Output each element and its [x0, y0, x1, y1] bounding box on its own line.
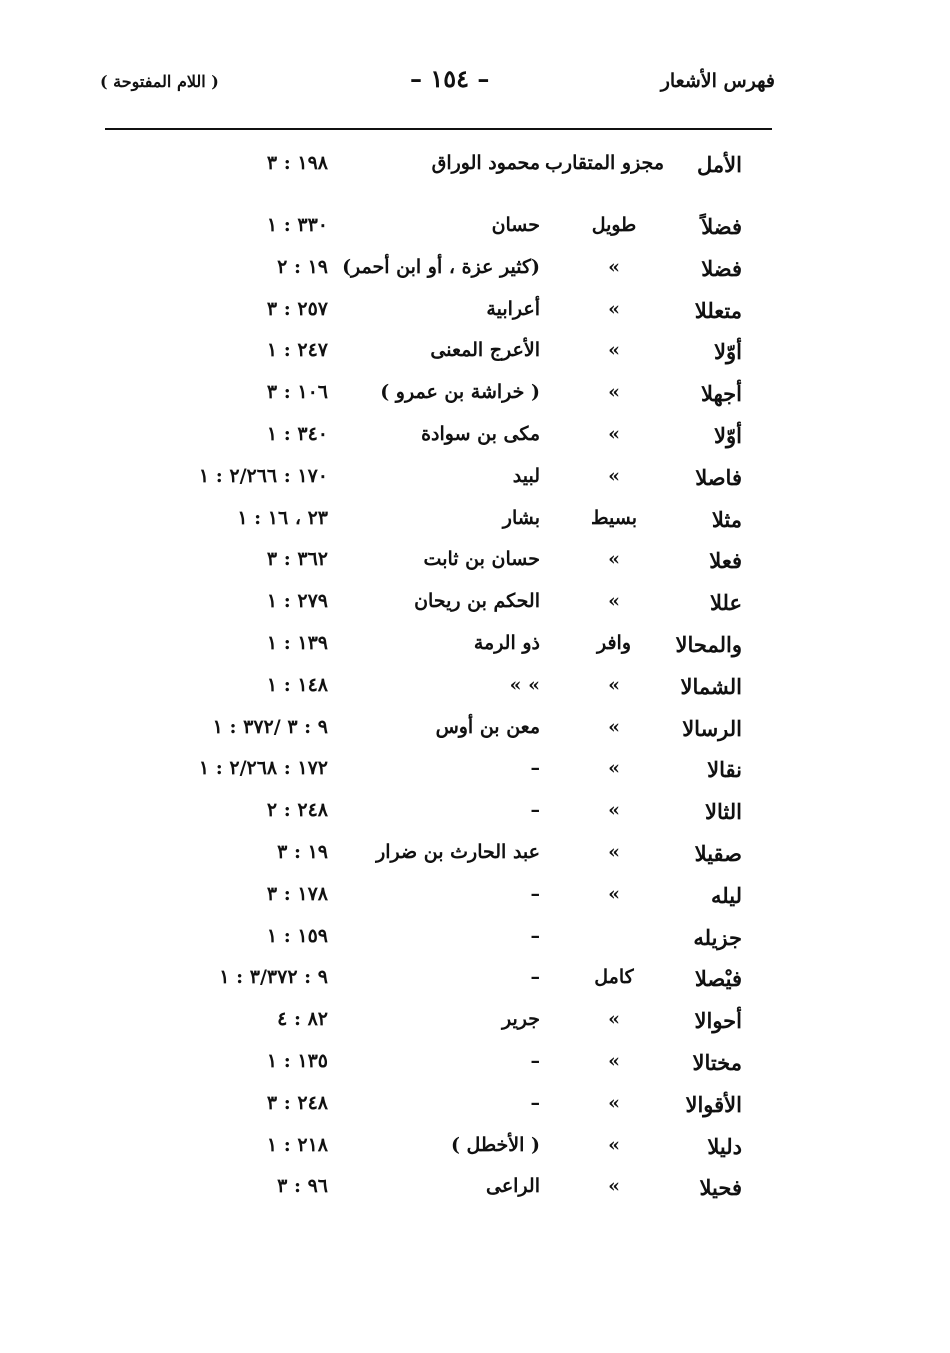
rhyme-word: فاصلا	[695, 464, 742, 490]
meter-name: »	[608, 548, 620, 571]
rhyme-word: أحوالا	[694, 1008, 742, 1034]
meter-name: »	[608, 1175, 620, 1198]
section-label: ( اللام المفتوحة )	[100, 72, 219, 91]
poet-name: محمود الوراق	[431, 152, 540, 174]
volume-page-ref: ١٤٨ : ١	[266, 673, 328, 696]
volume-page-ref: ٣٣٠ : ١	[266, 214, 328, 236]
poet-name: مكى بن سوادة	[421, 422, 540, 445]
volume-page-ref: ١٠٦ : ٣	[266, 381, 328, 404]
rhyme-word: أوّلا	[714, 422, 742, 448]
meter-name: »	[608, 1133, 620, 1156]
poet-name: الراعى	[485, 1175, 540, 1198]
index-row	[0, 333, 950, 375]
index-row	[0, 501, 950, 543]
poet-name: جرير	[502, 1008, 540, 1031]
index-row	[0, 459, 950, 501]
poet-name: معن بن أوس	[435, 715, 540, 738]
volume-page-ref: ٢٤٧ : ١	[266, 339, 328, 362]
rhyme-word: عللا	[709, 590, 742, 616]
page-number: – ١٥٤ –	[410, 64, 490, 93]
volume-page-ref: ٢١٨ : ١	[266, 1133, 328, 1156]
index-row	[0, 1169, 950, 1211]
meter-name: بسيط	[590, 506, 637, 529]
meter-name: »	[608, 422, 620, 445]
volume-page-ref: ٩ : ٣/٣٧٢ : ١	[219, 966, 328, 989]
index-row	[0, 877, 950, 919]
index-row	[0, 417, 950, 459]
meter-name: »	[608, 464, 620, 487]
volume-page-ref: ١٩ : ٢	[277, 255, 328, 278]
rhyme-word: الثالا	[705, 799, 742, 825]
poet-name: –	[530, 966, 540, 989]
index-row	[0, 835, 950, 877]
meter-name: »	[608, 255, 620, 278]
meter-name: »	[608, 590, 620, 613]
rhyme-word: فيْصلا	[694, 966, 742, 992]
volume-page-ref: ٩ : ٣ /٣٧٢ : ١	[212, 715, 328, 738]
index-row	[0, 1002, 950, 1044]
rhyme-word: دليلا	[707, 1133, 742, 1159]
index-row	[0, 710, 950, 752]
poet-name: عبد الحارث بن ضرار	[376, 840, 540, 863]
poet-name: –	[530, 924, 540, 947]
volume-page-ref: ١٧٢ : ٢/٢٦٨ : ١	[198, 757, 328, 780]
rhyme-word: نقالا	[707, 757, 742, 783]
poet-name: –	[530, 1091, 540, 1114]
poet-name: حسان	[491, 214, 540, 236]
index-row	[0, 793, 950, 835]
volume-page-ref: ٢٥٧ : ٣	[266, 297, 328, 320]
poet-name: –	[530, 1049, 540, 1072]
volume-page-ref: ٢٤٨ : ٣	[266, 1091, 328, 1114]
meter-name: »	[608, 381, 620, 404]
index-row	[0, 626, 950, 668]
poet-name: لبيد	[512, 464, 540, 487]
poet-name: ذو الرمة	[473, 631, 540, 654]
rhyme-word: الرسالا	[682, 715, 742, 741]
index-row	[0, 919, 950, 961]
rhyme-word: صقيلا	[694, 840, 742, 866]
rhyme-word: ليله	[711, 882, 742, 908]
poet-name: الأعرج المعنى	[430, 339, 540, 362]
meter-name: »	[608, 715, 620, 738]
rhyme-word: فضلا	[701, 255, 742, 281]
index-row	[0, 375, 950, 417]
header-title: فهرس الأشعار	[660, 70, 775, 92]
meter-name: »	[608, 1049, 620, 1072]
index-row	[0, 1128, 950, 1170]
index-row	[0, 960, 950, 1002]
meter-name: مجزو المتقارب	[545, 152, 664, 174]
rhyme-word: فضلاً	[701, 214, 742, 239]
index-row	[0, 542, 950, 584]
index-row	[0, 1044, 950, 1086]
meter-name: »	[608, 757, 620, 780]
volume-page-ref: ٩٦ : ٣	[277, 1175, 328, 1198]
index-row	[0, 751, 950, 793]
poet-name: –	[530, 882, 540, 905]
volume-page-ref: ٨٢ : ٤	[277, 1008, 328, 1031]
meter-name: »	[608, 297, 620, 320]
rhyme-word: متعللا	[694, 297, 742, 323]
poet-name: أعرابية	[486, 297, 540, 320]
meter-name: »	[608, 1091, 620, 1114]
volume-page-ref: ٢٤٨ : ٢	[266, 799, 328, 822]
index-row	[0, 668, 950, 710]
rhyme-word: الأمل	[697, 152, 742, 177]
meter-name: كامل	[594, 966, 634, 989]
poet-name: –	[530, 757, 540, 780]
poet-name: –	[530, 799, 540, 822]
poet-name: حسان بن ثابت	[423, 548, 540, 571]
index-row	[0, 292, 950, 334]
meter-name: »	[608, 799, 620, 822]
meter-name: »	[608, 339, 620, 362]
index-row	[0, 208, 950, 250]
rhyme-word: مختالا	[692, 1049, 742, 1075]
volume-page-ref: ٢٣ ، ١٦ : ١	[237, 506, 328, 529]
volume-page-ref: ١٥٩ : ١	[266, 924, 328, 947]
index-row	[0, 1086, 950, 1128]
meter-name: »	[608, 1008, 620, 1031]
volume-page-ref: ٢٧٩ : ١	[266, 590, 328, 613]
volume-page-ref: ١٣٩ : ١	[266, 631, 328, 654]
volume-page-ref: ١٧٠ : ٢/٢٦٦ : ١	[198, 464, 328, 487]
volume-page-ref: ١٩ : ٣	[277, 840, 328, 863]
volume-page-ref: ٣٦٢ : ٣	[266, 548, 328, 571]
rhyme-word: مثلا	[711, 506, 742, 532]
poetry-index-table	[0, 146, 950, 1211]
volume-page-ref: ٣٤٠ : ١	[266, 422, 328, 445]
poet-name: ( خراشة بن عمرو )	[380, 381, 540, 404]
rhyme-word: أوّلا	[714, 339, 742, 365]
volume-page-ref: ١٧٨ : ٣	[266, 882, 328, 905]
index-row	[0, 250, 950, 292]
meter-name: »	[608, 882, 620, 905]
meter-name: وافر	[596, 631, 632, 654]
rhyme-word: أجهلا	[700, 381, 742, 407]
index-row	[0, 146, 950, 208]
page-header	[100, 64, 775, 110]
rhyme-word: فحيلا	[699, 1175, 742, 1201]
rhyme-word: الأقوالا	[685, 1091, 742, 1117]
rhyme-word: فعلا	[709, 548, 742, 574]
meter-name: طويل	[591, 214, 637, 236]
volume-page-ref: ١٩٨ : ٣	[266, 152, 328, 174]
poet-name: بشار	[502, 506, 540, 529]
rhyme-word: الشمالا	[680, 673, 742, 699]
poet-name: » »	[509, 673, 540, 696]
meter-name: »	[608, 840, 620, 863]
index-row	[0, 584, 950, 626]
rhyme-word: جزيله	[693, 924, 742, 950]
header-rule	[105, 128, 772, 130]
meter-name: »	[608, 673, 620, 696]
volume-page-ref: ١٣٥ : ١	[266, 1049, 328, 1072]
rhyme-word: والمحالا	[675, 631, 742, 657]
poet-name: الحكم بن ريحان	[414, 590, 540, 613]
poet-name: (كثير عزة ، أو ابن أحمر)	[342, 255, 540, 278]
poet-name: ( الأخطل )	[450, 1133, 540, 1156]
